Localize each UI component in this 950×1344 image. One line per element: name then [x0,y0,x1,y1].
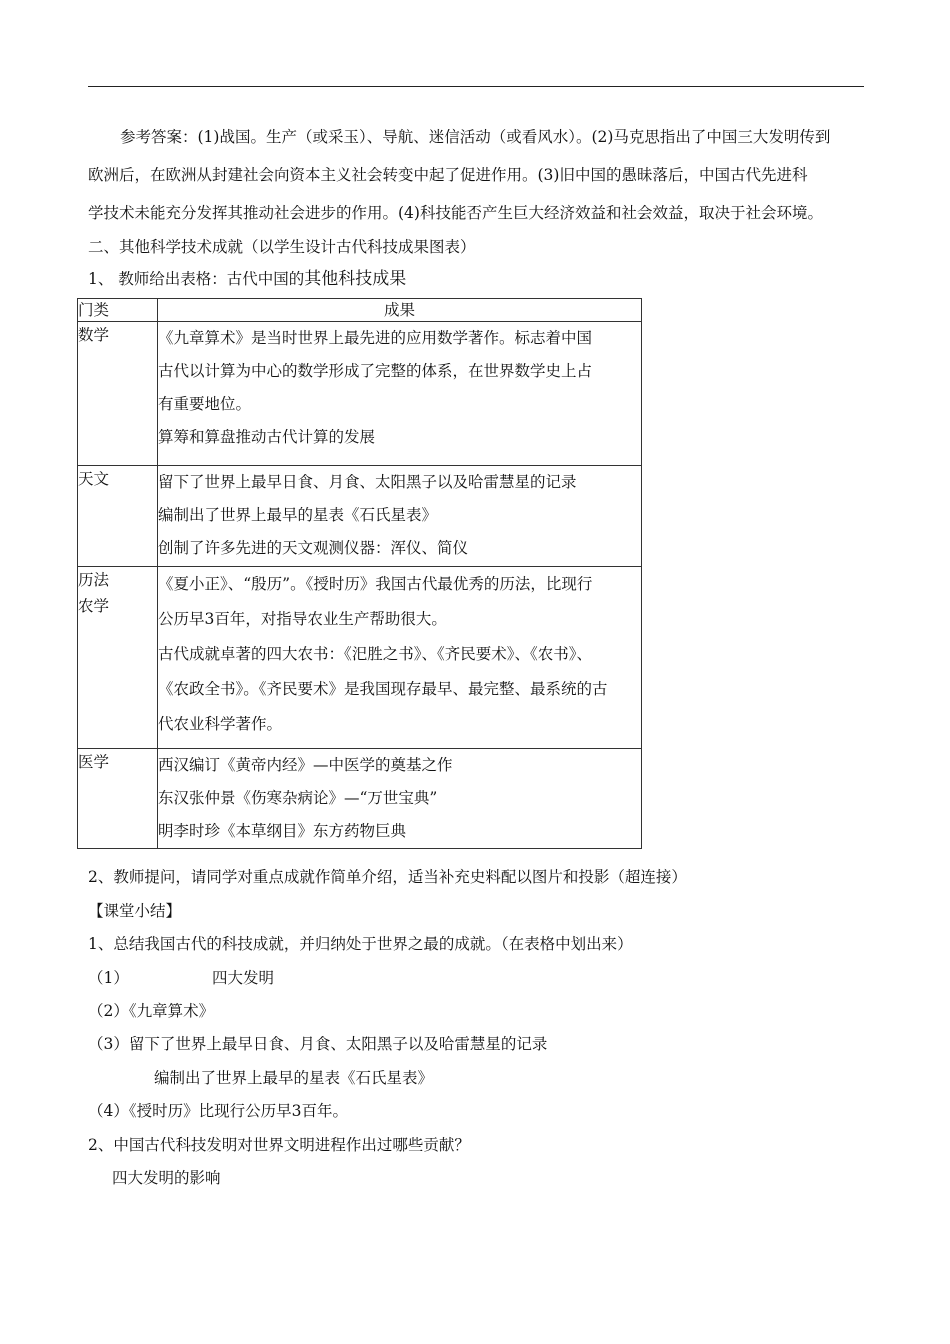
item-2: 2、教师提问，请同学对重点成就作简单介绍，适当补充史料配以图片和投影（超连接） [88,868,687,886]
answer-1-text: 四大发明 [212,969,275,987]
result-line: 留下了世界上最早日食、月食、太阳黑子以及哈雷慧星的记录 [158,473,577,491]
result-line: 创制了许多先进的天文观测仪器：浑仪、简仪 [158,539,469,557]
result-cell [158,749,642,849]
result-line: 有重要地位。 [158,395,252,413]
answer-question-2: 四大发明的影响 [112,1169,221,1187]
summary-title: 【课堂小结】 [88,902,182,920]
answer-3-continued: 编制出了世界上最早的星表《石氏星表》 [154,1069,434,1087]
answer-2: （2）《九章算术》 [88,1002,215,1020]
result-line: 公历早3百年，对指导农业生产帮助很大。 [158,610,447,628]
result-cell [158,466,642,567]
summary-question-2: 2、中国古代科技发明对世界文明进程作出过哪些贡献？ [88,1136,470,1154]
result-line: 古代以计算为中心的数学形成了完整的体系，在世界数学史上占 [158,362,593,380]
summary-question-1: 1、总结我国古代的科技成就，并归纳处于世界之最的成就。（在表格中划出来） [88,935,633,953]
category-label: 历法 [78,571,110,589]
result-line: 明李时珍《本草纲目》东方药物巨典 [158,822,407,840]
category-cell [78,466,158,567]
table-header-row [78,299,642,322]
answer-4: （4）《授时历》比现行公历早3百年。 [88,1102,348,1120]
result-line: 《夏小正》、“殷历”。《授时历》我国古代最优秀的历法，比现行 [158,575,593,593]
item-1-prefix: 1、 教师给出表格：古代中国的 [88,270,305,288]
result-line: 古代成就卓著的四大农书：《汜胜之书》、《齐民要术》、《农书》、 [158,645,593,663]
category-label: 农学 [78,597,110,615]
section-heading: 二、其他科学技术成就（以学生设计古代科技成果图表） [88,238,476,256]
answer-1-label: （1） [88,969,129,987]
category-cell [78,567,158,749]
category-label: 天文 [78,470,110,488]
result-cell [158,322,642,466]
table-row-calendar-agriculture [78,567,642,749]
result-line: 算筹和算盘推动古代计算的发展 [158,428,376,446]
category-cell [78,749,158,849]
result-cell [158,567,642,749]
achievements-table [77,298,642,849]
result-line: 西汉编订《黄帝内经》—中医学的奠基之作 [158,756,453,774]
item-1 [88,268,406,290]
header-rule [88,86,864,87]
answer-line-3: 学技术未能充分发挥其推动社会进步的作用。(4)科技能否产生巨大经济效益和社会效益，取决于社会环境。 [88,204,823,222]
result-line: 编制出了世界上最早的星表《石氏星表》 [158,506,438,524]
table-row-astronomy [78,466,642,567]
result-line: 《农政全书》。《齐民要术》是我国现存最早、最完整、最系统的古 [158,680,608,698]
result-line: 《九章算术》是当时世界上最先进的应用数学著作。标志着中国 [158,329,593,347]
answer-line-2: 欧洲后，在欧洲从封建社会向资本主义社会转变中起了促进作用。(3)旧中国的愚昧落后，中国古代先进科 [88,166,808,184]
result-line: 东汉张仲景《伤寒杂病论》—“万世宝典” [158,789,438,807]
item-1-title: 其他科技成果 [304,269,407,289]
result-line: 代农业科学著作。 [158,715,283,733]
header-category: 门类 [78,299,158,322]
category-label: 医学 [78,753,110,771]
answer-3: （3）留下了世界上最早日食、月食、太阳黑子以及哈雷慧星的记录 [88,1035,548,1053]
table-row-medicine [78,749,642,849]
header-result: 成果 [158,299,642,322]
answer-line-1: 参考答案：(1)战国。生产（或采玉）、导航、迷信活动（或看风水）。(2)马克思指出了中国三大发明传到 [120,128,831,146]
category-cell [78,322,158,466]
table-row-math [78,322,642,466]
category-label: 数学 [78,326,110,344]
